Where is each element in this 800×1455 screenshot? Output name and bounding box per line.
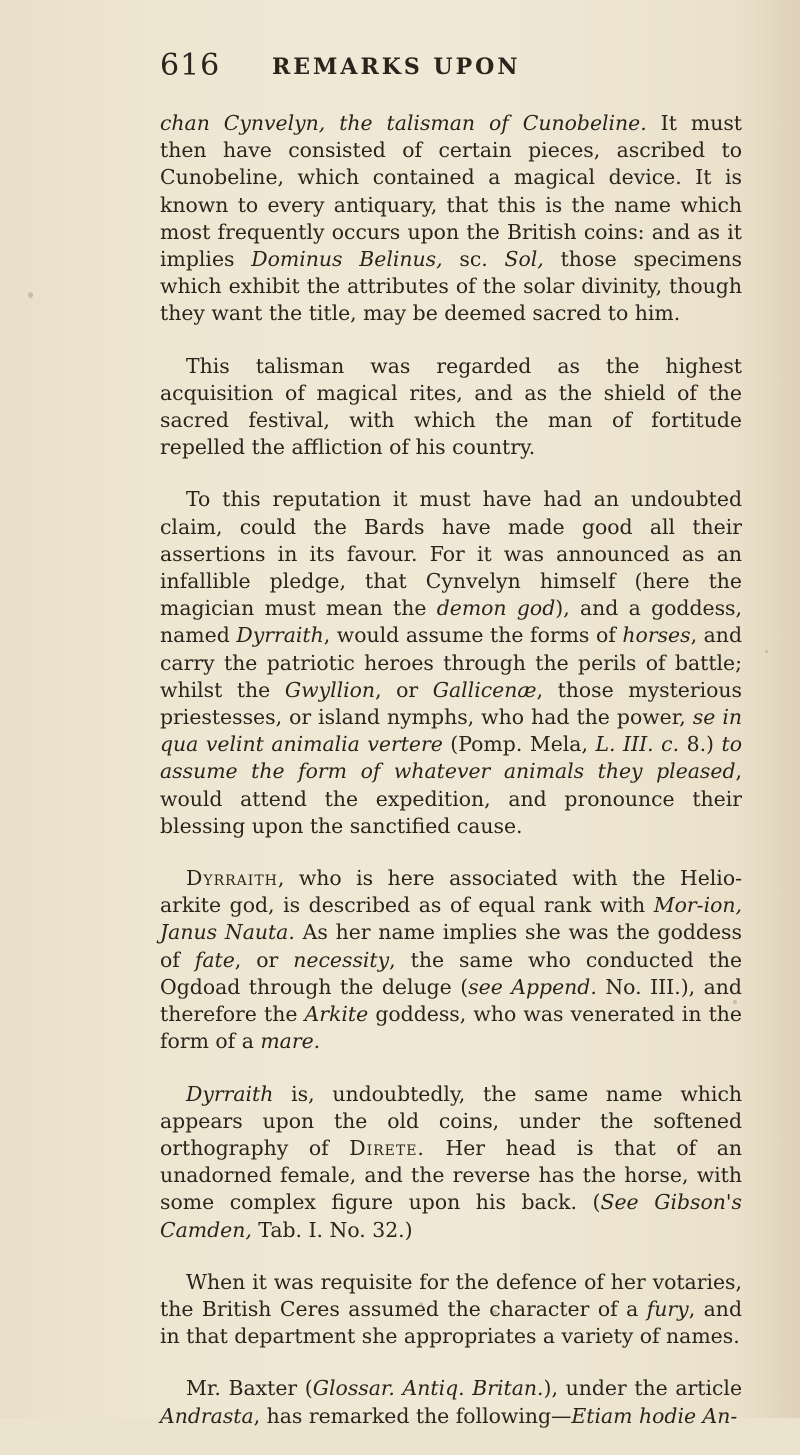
text-run: Her head is that of an unadorned female, and the reverse has the horse, with some complex figure upon his back. ( <box>160 1135 742 1215</box>
italic-run: Dyrraith <box>186 1081 274 1106</box>
text-run: This talisman was regarded as the highest acquisition of magical rites, and as the shield of the sacred festival, with which the man of fortitude repelled the affliction of his country. <box>160 353 742 460</box>
paragraph <box>160 486 742 840</box>
text-run: , has remarked the following— <box>253 1403 572 1428</box>
text-run: goddess, who was venerated in the form of a <box>160 1002 742 1054</box>
text-run: , and carry the patriotic heroes through the perils of battle; whilst the <box>160 623 742 702</box>
paragraph <box>160 1081 742 1244</box>
text-run: , or <box>234 947 294 972</box>
text-run: those specimens which exhibit the attributes of the solar divinity, though they want the title, may be deemed sacred to him. <box>160 247 743 326</box>
text-run: , and in that department she appropriates a variety of names. <box>160 1296 742 1349</box>
text-run: ), under the article <box>543 1376 743 1401</box>
text-run: sc. <box>442 247 505 272</box>
italic-run: Andrasta <box>160 1403 254 1428</box>
text-run: When it was requisite for the defence of her votaries, the British Ceres assumed the character of a <box>160 1269 742 1321</box>
italic-run: to assume the form of whatever animals they pleased <box>160 732 743 784</box>
italic-run: se in qua velint animalia vertere <box>160 705 742 757</box>
italic-run: Dyrraith <box>236 623 324 648</box>
text-run: It must then have consisted of certain pieces, ascribed to Cunobeline, which contained a magical device. It is known to every antiquary, that this is the name which most frequently occurs upon the British coins: and as it implies <box>160 111 742 272</box>
italic-run: Sol, <box>504 247 544 272</box>
text-run: (Pomp. Mela, <box>442 732 596 757</box>
paragraph <box>160 1375 742 1429</box>
italic-run: L. III. c. <box>595 732 680 757</box>
paper-speck <box>765 650 768 653</box>
running-head: REMARKS UPON <box>272 54 521 80</box>
paper-speck <box>492 1310 497 1315</box>
text-run: No. III.), and therefore the <box>160 974 742 1027</box>
italic-run: horses <box>622 623 691 648</box>
paragraph <box>160 865 742 1055</box>
italic-run: mare. <box>260 1029 321 1054</box>
page-header <box>160 48 720 88</box>
text-run: Tab. I. No. 32.) <box>251 1217 413 1242</box>
paper-speck <box>419 1302 423 1307</box>
text-run: 8.) <box>679 732 722 757</box>
text-run: , those mysterious priestesses, or island nymphs, who had the power, <box>160 677 742 730</box>
italic-run: Arkite <box>304 1002 369 1027</box>
text-run: , would assume the forms of <box>323 623 623 648</box>
small-caps-run: Direte. <box>349 1135 425 1160</box>
paragraph <box>160 110 742 328</box>
paper-speck <box>28 292 33 298</box>
text-run: Mr. Baxter ( <box>186 1376 313 1401</box>
italic-run: see Append. <box>468 974 597 999</box>
italic-run: See Gibson's Camden, <box>160 1190 742 1242</box>
small-caps-run: Dyrraith <box>186 866 278 891</box>
text-run: , who is here associated with the Helio-arkite god, is described as of equal rank with <box>160 866 742 918</box>
text-run: is, undoubtedly, the same name which appears upon the old coins, under the softened orthography of <box>160 1081 742 1160</box>
italic-run: Gallicenæ <box>432 677 537 702</box>
text-run: To this reputation it must have had an undoubted claim, could the Bards have made good all their assertions in its favour. For it was announced as an infallible pledge, that Cynvelyn himself (here the magician must mean the <box>160 487 742 621</box>
page-number: 616 <box>160 48 221 83</box>
text-run: ), and a goddess, named <box>160 596 742 648</box>
paper-speck <box>733 1000 737 1004</box>
italic-run: Glossar. Antiq. Britan. <box>312 1376 544 1401</box>
text-run: , the same who conducted the Ogdoad through the deluge ( <box>160 947 743 999</box>
text-run: As her name implies she was the goddess of <box>160 920 742 972</box>
text-run: , would attend the expedition, and pronounce their blessing upon the sanctified cause. <box>160 759 742 838</box>
italic-run: fury <box>646 1296 689 1321</box>
italic-run: Dominus Belinus, <box>251 247 443 272</box>
italic-run: demon god <box>436 596 556 621</box>
italic-run: fate <box>194 947 235 972</box>
paragraph <box>160 1269 742 1351</box>
italic-run: necessity <box>293 947 390 972</box>
italic-run: Gwyllion <box>284 677 376 702</box>
paragraph <box>160 353 742 462</box>
italic-run: Mor-ion, Janus Nauta. <box>160 893 742 945</box>
text-run: , or <box>375 677 433 702</box>
italic-run: chan Cynvelyn, the talisman of Cunobeline. <box>160 111 647 135</box>
italic-run: Etiam hodie An- <box>571 1403 738 1428</box>
body-text <box>160 110 742 1455</box>
